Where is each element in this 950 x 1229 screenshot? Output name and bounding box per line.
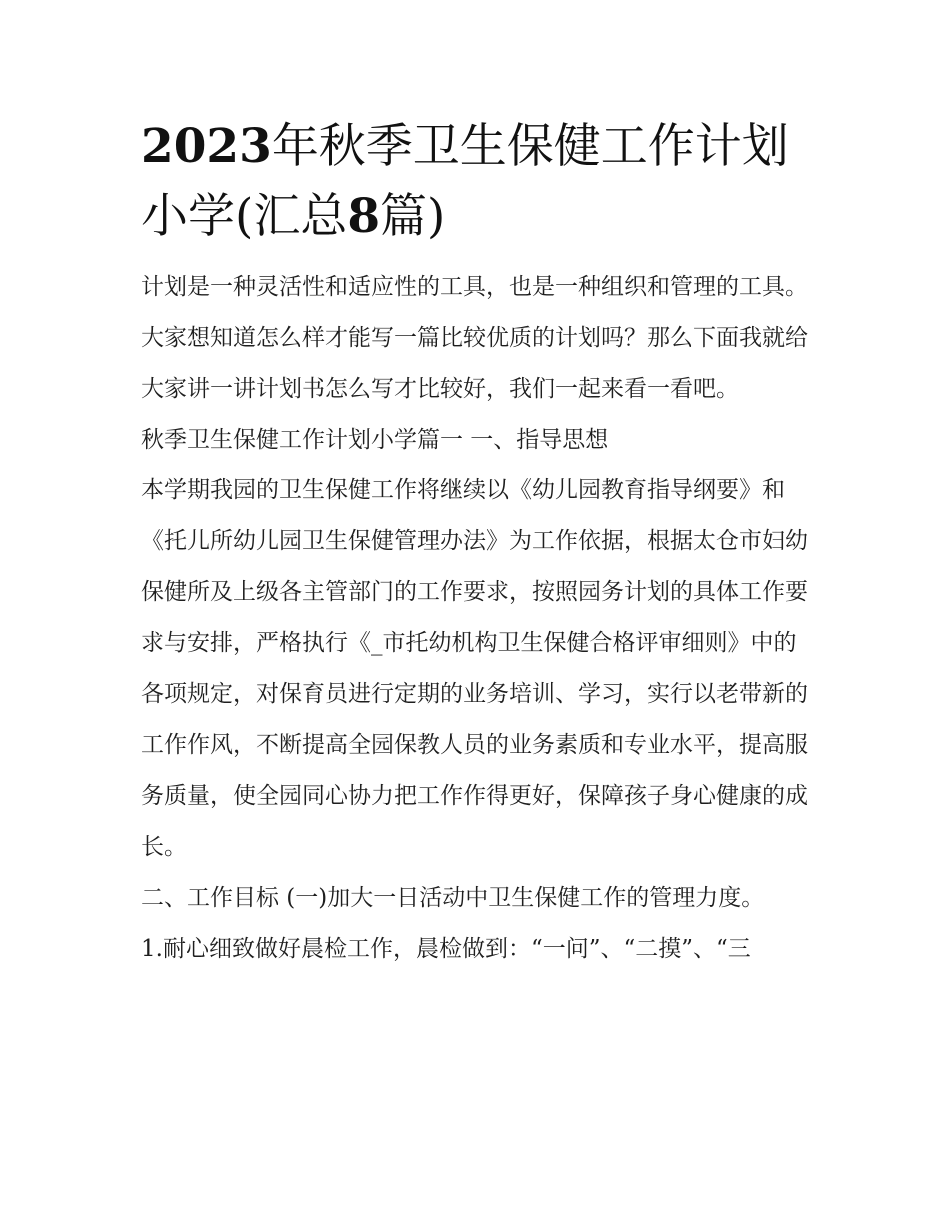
section-heading: 秋季卫生保健工作计划小学篇一 一、指导思想 (141, 427, 609, 453)
title-count: 8 (347, 189, 381, 244)
guiding-thought-paragraph: 本学期我园的卫生保健工作将继续以《幼儿园教育指导纲要》和《托儿所幼儿园卫生保健管理办法》为工作依据，根据太仓市妇幼保健所及上级各主管部门的工作要求，按照园务计划的具体工作要求与安排，严格执行《_市托幼机构卫生保健合格评审细则》中的各项规定，对保育员进行定期的业务培训、学习，实行以老带新的工作作风，不断提高全园保教人员的业务素质和专业水平，提高服务质量，使全园同心协力把工作作得更好，保障孩子身心健康的成长。 (141, 477, 808, 860)
work-goal-paragraph: 二、工作目标 (一)加大一日活动中卫生保健工作的管理力度。 (141, 885, 765, 911)
title-year: 2023 (141, 119, 272, 174)
title-line1-text: 年秋季卫生保健工作计划 (271, 119, 789, 174)
title-line2-text-a: 小学(汇总 (141, 189, 348, 244)
document-body (141, 112, 813, 975)
title-line2-text-b: 篇) (380, 189, 446, 244)
document-title (141, 112, 813, 252)
item-1-paragraph: 1.耐心细致做好晨检工作，晨检做到：“一问”、“二摸”、“三 (141, 936, 751, 962)
intro-paragraph: 计划是一种灵活性和适应性的工具，也是一种组织和管理的工具。大家想知道怎么样才能写一篇比较优质的计划吗？那么下面我就给大家讲一讲计划书怎么写才比较好，我们一起来看一看吧。 (141, 274, 808, 402)
